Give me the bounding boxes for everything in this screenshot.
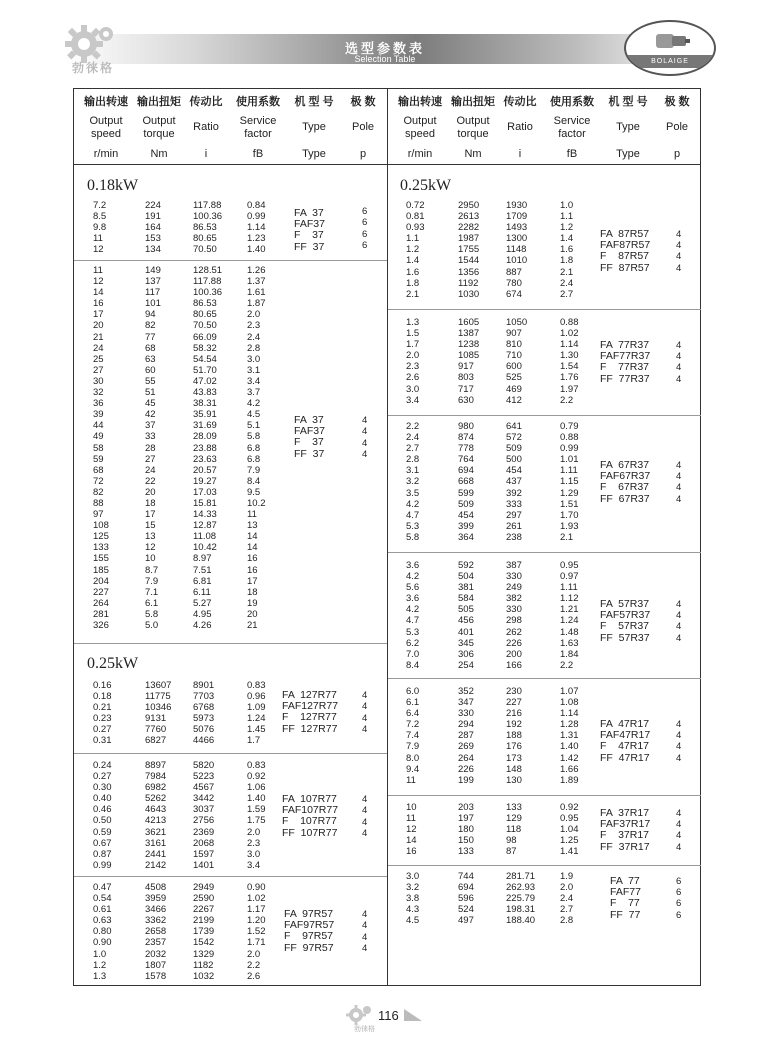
col-type-en: Type (616, 121, 640, 133)
speed-values: 3.0 3.2 3.8 4.3 4.5 (406, 871, 420, 927)
col-speed-en2: speed (91, 128, 121, 140)
col-torque-en2: torque (457, 128, 489, 140)
service-factor-values: 0.83 0.96 1.09 1.24 1.45 1.7 (247, 680, 266, 747)
type-values: FA 67R37 FAF67R37 F 67R37 FF 67R37 (600, 459, 651, 505)
speed-values: 10 11 12 14 16 (406, 802, 417, 858)
col-speed-unit: r/min (93, 148, 119, 160)
col-pole-cn: 极 数 (664, 96, 690, 108)
ratio-values: 8901 7703 6768 5973 5076 4466 (193, 680, 215, 747)
brand-name-en: BOLAIGE (626, 55, 714, 68)
col-sf-en2: factor (558, 128, 586, 140)
col-sf-unit: fB (252, 148, 264, 160)
group-divider (388, 309, 701, 310)
group-divider (388, 415, 701, 416)
group-divider (388, 552, 701, 553)
section-title: 0.25kW (87, 655, 139, 672)
speed-values: 1.3 1.5 1.7 2.0 2.3 2.6 3.0 3.4 (406, 317, 420, 406)
type-values: FA 87R57 FAF87R57 F 87R57 FF 87R57 (600, 228, 651, 274)
col-torque-cn: 输出扭矩 (137, 96, 181, 108)
col-torque-en2: torque (143, 128, 175, 140)
group-divider (388, 678, 701, 679)
section-title: 0.18kW (87, 177, 139, 194)
torque-values: 744 694 596 524 497 (458, 871, 474, 927)
ratio-values: 117.88 100.36 86.53 80.65 70.50 (193, 200, 223, 256)
torque-values: 2950 2613 2282 1987 1755 1544 1356 1192 1030 (458, 200, 480, 300)
col-sf-cn: 使用系数 (550, 96, 594, 108)
service-factor-values: 0.84 0.99 1.14 1.23 1.40 (247, 200, 266, 256)
col-sf-en: Service (239, 115, 277, 127)
col-type-cn: 机 型 号 (608, 96, 648, 108)
col-sf-unit: fB (566, 148, 578, 160)
right-table (388, 89, 701, 985)
service-factor-values: 0.90 1.02 1.17 1.20 1.52 1.71 2.0 2.2 2.6 (247, 882, 266, 982)
torque-values: 203 197 180 150 133 (458, 802, 474, 858)
col-speed-en2: speed (405, 128, 435, 140)
pole-values: 4 4 4 4 (676, 460, 682, 505)
pole-values: 6 6 6 6 (676, 876, 682, 921)
pole-values: 6 6 6 6 (362, 206, 368, 252)
pole-values: 4 4 4 4 (676, 599, 682, 644)
col-ratio-unit: i (518, 148, 522, 160)
service-factor-values: 1.26 1.37 1.61 1.87 2.0 2.3 2.4 2.8 3.0 3.1 3.4 3.7 4.2 4.5 5.1 5.8 6.8 6.8 7.9 8.4 9.5 10.2 11 13 14 14 16 16 17 18 19 20 21 (247, 265, 266, 631)
type-values: FA 47R17 FAF47R17 F 47R17 FF 47R17 (600, 718, 651, 764)
torque-values: 1605 1387 1238 1085 917 803 717 630 (458, 317, 480, 406)
col-pole-unit: p (359, 148, 367, 160)
ratio-values: 2949 2590 2267 2199 1739 1542 1329 1182 1032 (193, 882, 215, 982)
ratio-values: 133 129 118 98 87 (506, 802, 522, 858)
pole-values: 4 4 4 4 (676, 229, 682, 274)
type-values: FA 77 FAF77 F 77 FF 77 (610, 875, 641, 921)
torque-values: 13607 11775 10346 9131 7760 6827 (145, 680, 172, 747)
col-pole-en: Pole (351, 121, 375, 133)
pole-values: 4 4 4 4 (362, 794, 368, 840)
speed-values: 6.0 6.1 6.4 7.2 7.4 7.9 8.0 9.4 11 (406, 686, 420, 786)
service-factor-values: 1.9 2.0 2.4 2.7 2.8 (560, 871, 574, 927)
type-values: FA 107R77 FAF107R77 F 107R77 FF 107R77 (282, 793, 339, 839)
speed-values: 2.2 2.4 2.7 2.8 3.1 3.2 3.5 4.2 4.7 5.3 5.8 (406, 421, 420, 543)
ratio-values: 5820 5223 4567 3442 3037 2756 2369 2068 1597 1401 (193, 760, 215, 871)
col-torque-en: Output (142, 115, 176, 127)
col-ratio-cn: 传动比 (503, 96, 537, 108)
page-number: 116 (378, 1008, 399, 1023)
page-title-en: Selection Table (354, 54, 416, 64)
speed-values: 0.47 0.54 0.61 0.63 0.80 0.90 1.0 1.2 1.3 (93, 882, 112, 982)
page-title-cn: 选型参数表 (344, 41, 425, 56)
type-values: FA 37 FAF37 F 37 FF 37 (294, 414, 325, 460)
type-values: FA 37 FAF37 F 37 FF 37 (294, 207, 325, 253)
col-pole-cn: 极 数 (350, 96, 376, 108)
col-pole-unit: p (673, 148, 681, 160)
speed-values: 0.72 0.81 0.93 1.1 1.2 1.4 1.6 1.8 2.1 (406, 200, 425, 300)
brand-logo (624, 20, 716, 76)
torque-values: 352 347 330 294 287 269 264 226 199 (458, 686, 474, 786)
col-type-unit: Type (302, 148, 326, 160)
type-values: FA 127R77 FAF127R77 F 127R77 FF 127R77 (282, 689, 339, 735)
speed-values: 3.6 4.2 5.6 3.6 4.2 4.7 5.3 6.2 7.0 8.4 (406, 560, 420, 671)
footer-brand-cn: 勃徕格 (354, 1026, 375, 1033)
ratio-values: 1930 1709 1493 1300 1148 1010 887 780 674 (506, 200, 528, 300)
brand-name-cn: 勃徕格 (72, 61, 115, 75)
col-ratio-en: Ratio (193, 121, 219, 133)
speed-values: 11 12 14 16 17 20 21 24 25 27 30 32 36 39 44 49 58 59 68 72 82 88 97 108 125 133 155 185 204 227 264 281 326 (93, 265, 109, 631)
col-pole-en: Pole (665, 121, 689, 133)
col-ratio-en: Ratio (507, 121, 533, 133)
section-title: 0.25kW (400, 177, 452, 194)
ratio-values: 230 227 216 192 188 176 173 148 130 (506, 686, 522, 786)
service-factor-values: 0.92 0.95 1.04 1.25 1.41 (560, 802, 579, 858)
speed-values: 0.16 0.18 0.21 0.23 0.27 0.31 (93, 680, 112, 747)
pole-values: 4 4 4 4 (362, 690, 368, 736)
group-divider (74, 643, 387, 644)
col-sf-en: Service (553, 115, 591, 127)
type-values: FA 37R17 FAF37R17 F 37R17 FF 37R17 (600, 807, 651, 853)
col-type-cn: 机 型 号 (294, 96, 334, 108)
motor-icon (654, 30, 690, 52)
col-sf-en2: factor (244, 128, 272, 140)
pole-values: 4 4 4 4 (676, 719, 682, 764)
torque-values: 980 874 778 764 694 668 599 509 454 399 364 (458, 421, 474, 543)
service-factor-values: 0.88 1.02 1.14 1.30 1.54 1.76 1.97 2.2 (560, 317, 579, 406)
col-speed-en: Output (89, 115, 123, 127)
group-divider (74, 260, 387, 261)
pole-values: 4 4 4 4 (362, 909, 368, 955)
col-sf-cn: 使用系数 (236, 96, 280, 108)
group-divider (74, 876, 387, 877)
speed-values: 7.2 8.5 9.8 11 12 (93, 200, 107, 256)
col-speed-cn: 输出转速 (84, 96, 128, 108)
group-divider (74, 753, 387, 754)
footer-triangle (404, 1009, 422, 1021)
group-divider (388, 795, 701, 796)
col-torque-en: Output (456, 115, 490, 127)
col-type-en: Type (302, 121, 326, 133)
col-speed-en: Output (403, 115, 437, 127)
col-torque-unit: Nm (464, 148, 482, 160)
service-factor-values: 1.07 1.08 1.14 1.28 1.31 1.40 1.42 1.66 1.89 (560, 686, 579, 786)
selection-table (73, 88, 701, 986)
torque-values: 224 191 164 153 134 (145, 200, 161, 256)
ratio-values: 1050 907 810 710 600 525 469 412 (506, 317, 528, 406)
service-factor-values: 0.79 0.88 0.99 1.01 1.11 1.15 1.29 1.51 1.70 1.93 2.1 (560, 421, 579, 543)
speed-values: 0.24 0.27 0.30 0.40 0.46 0.50 0.59 0.67 0.87 0.99 (93, 760, 112, 871)
service-factor-values: 1.0 1.1 1.2 1.4 1.6 1.8 2.1 2.4 2.7 (560, 200, 574, 300)
col-speed-unit: r/min (407, 148, 433, 160)
col-torque-unit: Nm (150, 148, 168, 160)
group-divider (388, 865, 701, 866)
type-values: FA 97R57 FAF97R57 F 97R57 FF 97R57 (284, 908, 335, 954)
ratio-values: 128.51 117.88 100.36 86.53 80.65 70.50 66.09 58.32 54.54 51.70 47.02 43.83 38.31 35.91 31.69 28.09 23.88 23.63 20.57 19.27 17.03 15.81 14.33 12.87 11.08 10.42 8.97 7.51 6.81 6.11 5.27 4.95 4.26 (193, 265, 223, 631)
service-factor-values: 0.83 0.92 1.06 1.40 1.59 1.75 2.0 2.3 3.0 3.4 (247, 760, 266, 871)
col-type-unit: Type (616, 148, 640, 160)
col-ratio-cn: 传动比 (189, 96, 223, 108)
type-values: FA 77R37 FAF77R37 F 77R37 FF 77R37 (600, 339, 651, 385)
type-values: FA 57R37 FAF57R37 F 57R37 FF 57R37 (600, 598, 651, 644)
col-ratio-unit: i (204, 148, 208, 160)
left-table (74, 89, 387, 985)
ratio-values: 387 330 249 382 330 298 262 226 200 166 (506, 560, 522, 671)
pole-values: 4 4 4 4 (676, 808, 682, 853)
torque-values: 149 137 117 101 94 82 77 68 63 60 55 51 45 42 37 33 28 27 24 22 20 18 17 15 13 12 10 8.7 7.9 7.1 6.1 5.8 5.0 (145, 265, 161, 631)
torque-values: 8897 7984 6982 5262 4643 4213 3621 3161 2441 2142 (145, 760, 167, 871)
service-factor-values: 0.95 0.97 1.11 1.12 1.21 1.24 1.48 1.63 1.84 2.2 (560, 560, 579, 671)
pole-values: 4 4 4 4 (676, 340, 682, 385)
col-speed-cn: 输出转速 (398, 96, 442, 108)
ratio-values: 281.71 262.93 225.79 198.31 188.40 (506, 871, 536, 927)
ratio-values: 641 572 509 500 454 437 392 333 297 261 238 (506, 421, 522, 543)
pole-values: 4 4 4 4 (362, 415, 368, 461)
col-torque-cn: 输出扭矩 (451, 96, 495, 108)
torque-values: 592 504 381 584 505 456 401 345 306 254 (458, 560, 474, 671)
torque-values: 4508 3959 3466 3362 2658 2357 2032 1807 1578 (145, 882, 167, 982)
